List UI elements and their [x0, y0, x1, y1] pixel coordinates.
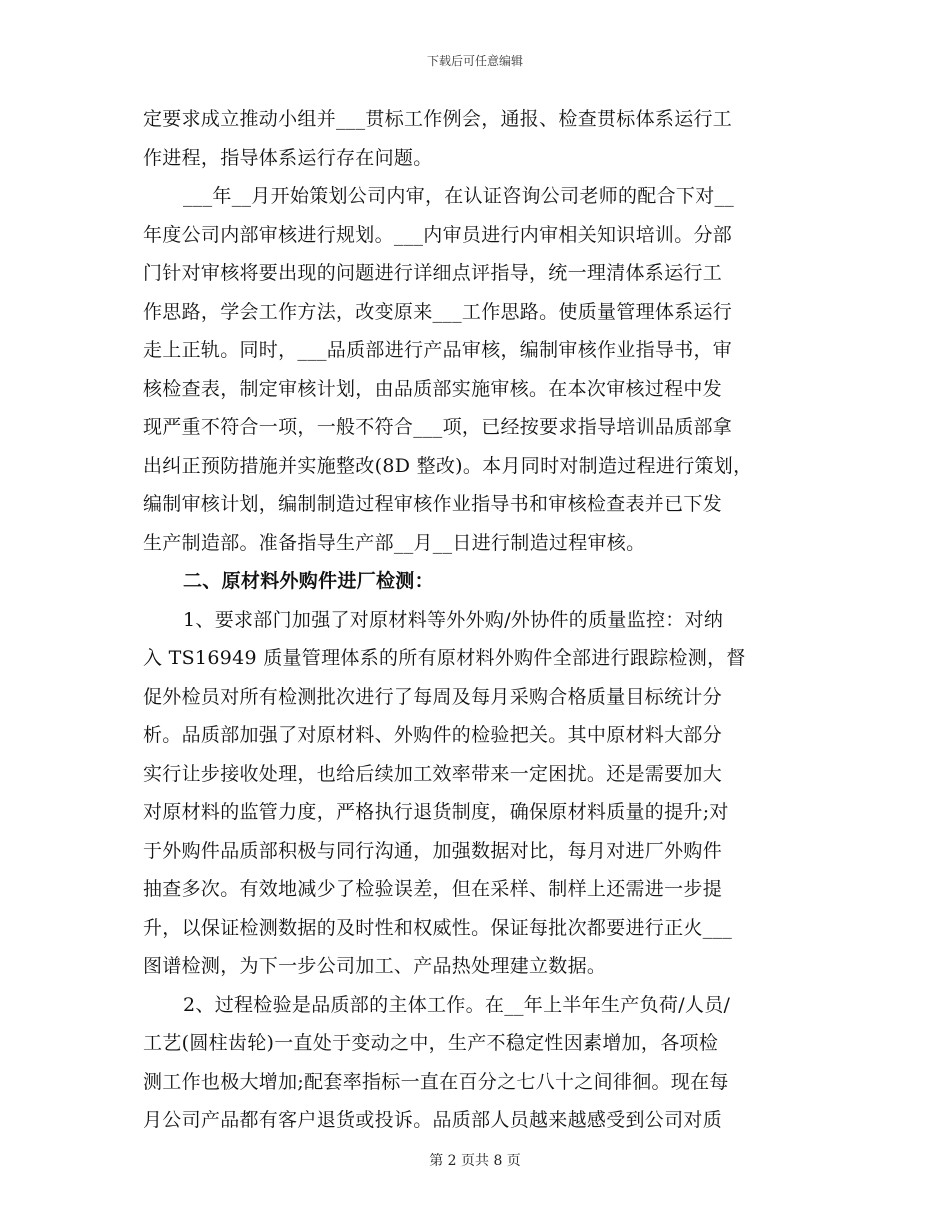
text-line: 走上正轨。同时，___品质部进行产品审核，编制审核作业指导书，审 — [143, 339, 733, 361]
paragraph-start: 1、要求部门加强了对原材料等外外购/外协件的质量监控：对纳 — [183, 608, 724, 631]
text-line: 入 TS16949 质量管理体系的所有原材料外购件全部进行跟踪检测，督 — [143, 647, 746, 669]
text-line: 升，以保证检测数据的及时性和权威性。保证每批次都要进行正火___ — [143, 916, 733, 939]
text-line: 促外检员对所有检测批次进行了每周及每月采购合格质量目标统计分 — [143, 685, 723, 708]
page-header: 下载后可任意编辑 — [426, 54, 523, 68]
text-line: 工艺(圆柱齿轮)一直处于变动之中，生产不稳定性因素增加，各项检 — [143, 1032, 719, 1054]
page-number-footer: 第 2 页共 8 页 — [429, 1153, 521, 1169]
text-line: 测工作也极大增加;配套率指标一直在百分之七八十之间徘徊。现在每 — [143, 1070, 729, 1093]
text-line: 作进程，指导体系运行存在问题。 — [143, 146, 433, 169]
text-line: 出纠正预防措施并实施整改(8D 整改)。本月同时对制造过程进行策划， — [143, 454, 753, 477]
section-heading: 二、原材料外购件进厂检测： — [183, 570, 434, 592]
text-line: 核检查表，制定审核计划，由品质部实施审核。在本次审核过程中发 — [143, 377, 723, 400]
text-line: 图谱检测，为下一步公司加工、产品热处理建立数据。 — [143, 955, 607, 977]
text-line: 作思路，学会工作方法，改变原来___工作思路。使质量管理体系运行 — [143, 300, 733, 323]
text-line: 生产制造部。准备指导生产部__月__日进行制造过程审核。 — [143, 531, 646, 554]
paragraph-start: 2、过程检验是品质部的主体工作。在__年上半年生产负荷/人员/ — [183, 993, 731, 1016]
paragraph-start: ___年__月开始策划公司内审，在认证咨询公司老师的配合下对__ — [183, 185, 735, 207]
text-line: 现严重不符合一项，一般不符合___项，已经按要求指导培训品质部拿 — [143, 416, 733, 438]
text-line: 编制审核计划，编制制造过程审核作业指导书和审核检查表并已下发 — [143, 493, 723, 515]
text-line: 抽查多次。有效地减少了检验误差，但在采样、制样上还需进一步提 — [143, 878, 723, 900]
text-line: 月公司产品都有客户退货或投诉。品质部人员越来越感受到公司对质 — [143, 1109, 723, 1131]
text-line: 对原材料的监管力度，严格执行退货制度，确保原材料质量的提升;对 — [143, 801, 729, 823]
document-body — [143, 100, 807, 1140]
text-line: 于外购件品质部积极与同行沟通，加强数据对比，每月对进厂外购件 — [143, 839, 723, 862]
text-line: 门针对审核将要出现的问题进行详细点评指导，统一理清体系运行工 — [143, 262, 723, 284]
text-line: 实行让步接收处理，也给后续加工效率带来一定困扰。还是需要加大 — [143, 762, 723, 785]
text-line: 年度公司内部审核进行规划。___内审员进行内审相关知识培训。分部 — [143, 223, 733, 246]
text-line: 定要求成立推动小组并___贯标工作例会，通报、检查贯标体系运行工 — [143, 108, 733, 130]
text-line: 析。品质部加强了对原材料、外购件的检验把关。其中原材料大部分 — [143, 724, 723, 746]
